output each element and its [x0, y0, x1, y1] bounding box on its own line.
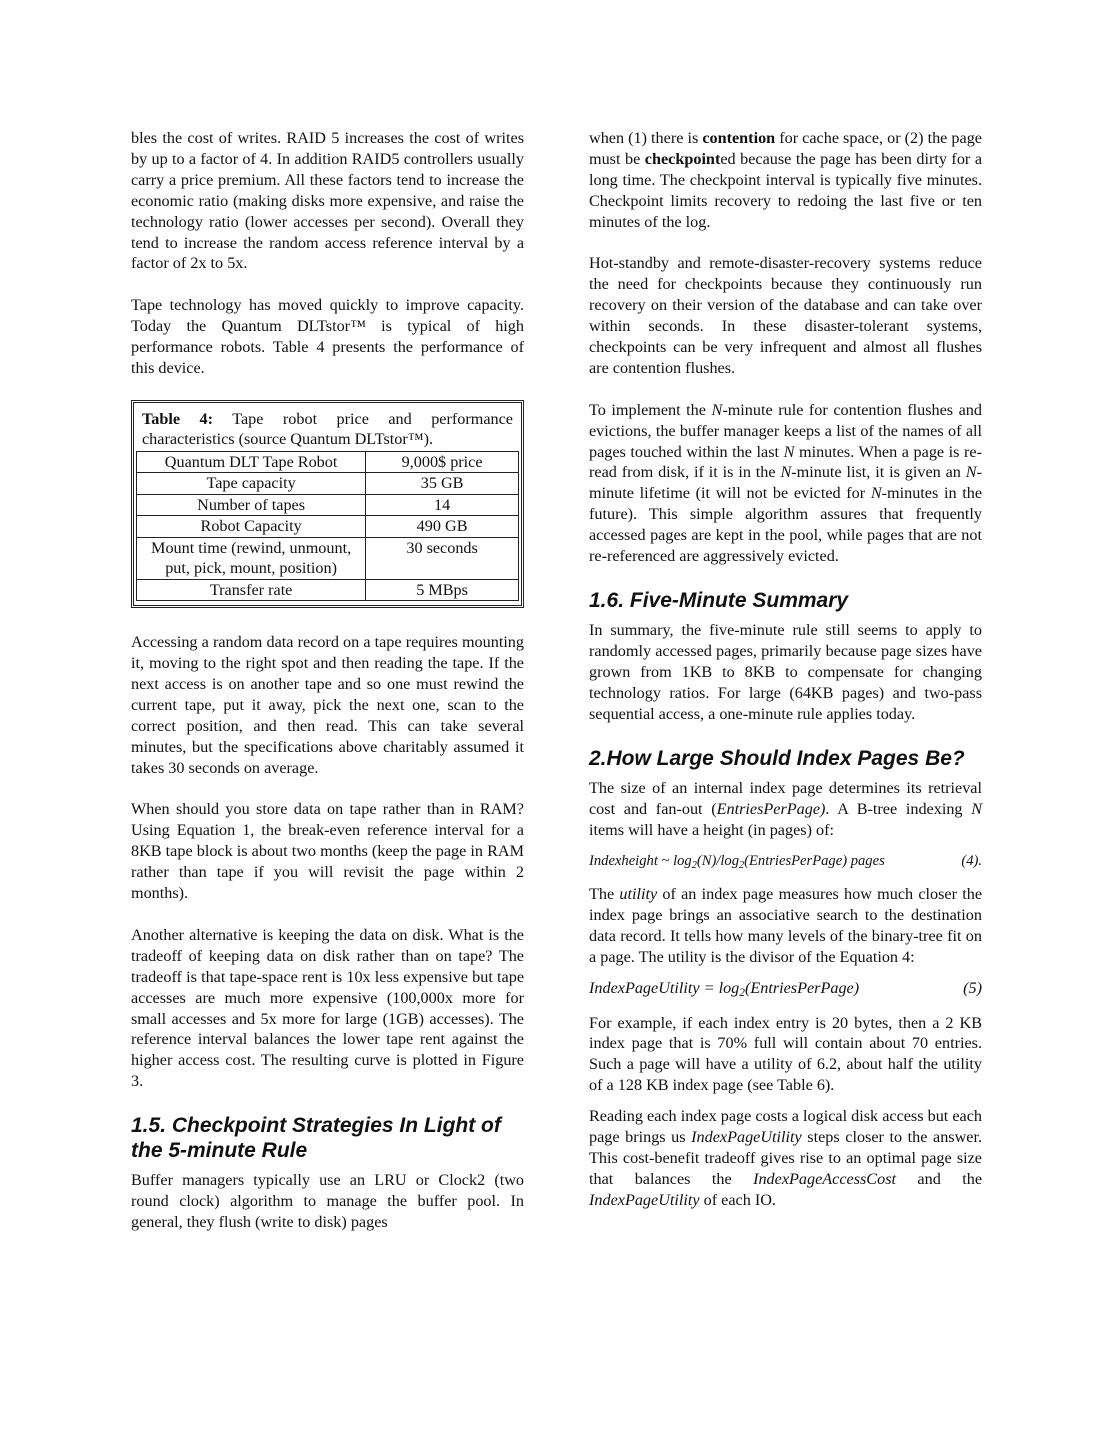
text-span: ed because the page has been dirty for a long time. The checkpoint interval is typically five minutes. Checkpoint limits recovery to redoing the last five or ten minutes of the log.	[589, 149, 982, 231]
paragraph-cost-benefit	[589, 1106, 982, 1211]
italic-term: IndexPageAccessCost	[753, 1169, 896, 1188]
equation-4-body	[589, 851, 885, 872]
paragraph-utility	[589, 884, 982, 968]
table-row	[137, 537, 519, 579]
table-cell: 5 MBps	[366, 579, 519, 601]
table-row	[137, 473, 519, 495]
text-span: minutes. When a page is re-read from disk, if it is in the	[589, 442, 982, 482]
table-4	[131, 400, 524, 609]
table-cell: 9,000$ price	[366, 451, 519, 473]
equation-5	[589, 978, 982, 999]
paragraph-tape-vs-ram: When should you store data on tape rather than in RAM? Using Equation 1, the break-even reference interval for a 8KB tape block is about two months (keep the page in RAM rather than tape if you will revisit the page within 2 months).	[131, 800, 524, 903]
paragraph-n-minute-rule	[589, 400, 982, 567]
paragraph-flush-conditions	[589, 128, 982, 233]
table-cell: Transfer rate	[137, 579, 366, 601]
table-row	[137, 579, 519, 601]
table-4-caption-text: Tape robot price and performance characteristics (source Quantum DLTstor™).	[142, 409, 513, 448]
text-span: of an index page measures how much closer the index page brings an associative search to the destination data record. It tells how many levels of the binary-tree fit on a page. The utility is the divisor of the Equation 4:	[589, 885, 983, 966]
eq-subscript: 2	[691, 860, 697, 872]
table-row	[137, 451, 519, 473]
paragraph-disk-alternative: Another alternative is keeping the data on disk. What is the tradeoff of keeping data on disk rather than on tape? The tradeoff is that tape-space rent is 10x less expensive but tape accesses are much more expensive (100,000x more for small accesses and 5x more for large (1GB) accesses). The reference interval balances the lower tape rent against the higher access cost. The resulting curve is plotted in Figure 3.	[131, 925, 524, 1091]
paragraph-raid: bles the cost of writes. RAID 5 increases the cost of writes by up to a factor of 4. In addition RAID5 controllers usually carry a price premium. All these factors tend to increase the economic ratio (making disks more expensive, and raise the technology ratio (lower accesses per second). Overall they tend to increase the random access reference interval by a factor of 2x to 5x.	[131, 129, 524, 273]
table-cell: 35 GB	[366, 473, 519, 495]
bold-term-checkpoint: checkpoint	[644, 149, 721, 168]
table-row	[137, 494, 519, 516]
paragraph-index-page-size	[589, 778, 982, 841]
equation-4-number: (4).	[961, 853, 982, 870]
italic-n: N	[780, 463, 792, 482]
table-cell: Tape capacity	[137, 473, 366, 495]
text-span: -minute rule for contention flushes and evictions, the buffer manager keeps a list of the names of all pages touched within the last	[589, 400, 982, 461]
italic-term: IndexPageUtility	[589, 1190, 700, 1209]
text-span: Reading each index page costs a logical disk access but each page brings us	[589, 1107, 982, 1147]
text-span: steps closer to the answer. This cost-benefit tradeoff gives rise to an optimal page size that balances the	[589, 1128, 983, 1188]
italic-term: EntriesPerPage)	[716, 800, 826, 819]
text-span: The size of an internal index page determines its retrieval cost and fan-out (	[589, 779, 982, 819]
eq-subscript: 2	[739, 860, 745, 872]
eq-text: (EntriesPerPage)	[744, 978, 860, 997]
left-column	[131, 128, 524, 1254]
paragraph-summary: In summary, the five-minute rule still seems to apply to randomly accessed pages, primarily because page sizes have grown from 1KB to 8KB to compensate for changing technology ratios. For large (64KB pages) and two-pass sequential access, a one-minute rule applies today.	[589, 620, 982, 723]
table-4-grid	[136, 451, 519, 602]
table-cell: Mount time (rewind, unmount, put, pick, mount, position)	[137, 537, 366, 579]
equation-5-number: (5)	[963, 978, 982, 997]
italic-n: N	[711, 400, 723, 419]
italic-n: N	[870, 484, 882, 503]
text-span: -minute lifetime (it will not be evicted for	[589, 463, 982, 503]
table-cell: 490 GB	[366, 516, 519, 538]
italic-n: N	[971, 800, 982, 819]
equation-5-body	[589, 978, 859, 999]
text-span: To implement the	[589, 400, 712, 419]
eq-text: IndexPageUtility = log	[589, 978, 740, 997]
right-column	[589, 128, 982, 1221]
italic-n: N	[783, 442, 795, 461]
bold-term-contention: contention	[702, 129, 776, 147]
equation-4	[589, 851, 982, 872]
table-cell: 14	[366, 494, 519, 516]
table-cell: Quantum DLT Tape Robot	[137, 451, 366, 473]
text-span: and the	[896, 1169, 982, 1188]
section-heading-2: 2.How Large Should Index Pages Be?	[589, 747, 965, 771]
italic-term: IndexPageUtility	[691, 1128, 802, 1147]
paragraph-tape-technology: Tape technology has moved quickly to improve capacity. Today the Quantum DLTstor™ is typical of high performance robots. Table 4 presents the performance of this device.	[131, 296, 524, 377]
table-cell: Number of tapes	[137, 494, 366, 516]
eq-text: (EntriesPerPage) pages	[744, 853, 885, 870]
text-span: of each IO.	[699, 1190, 776, 1209]
eq-text: (N)/log	[696, 853, 740, 870]
text-span: -minutes in the future). This simple algorithm assures that frequently accessed pages are kept in the pool, while pages that are not re-referenced are aggressively evicted.	[589, 484, 982, 566]
italic-term: utility	[619, 885, 658, 904]
paragraph-tape-access: Accessing a random data record on a tape requires mounting it, moving to the right spot and then reading the tape. If the next access is on another tape and so one must rewind the current tape, put it away, pick the next one, scan to the correct position, and then read. This can take several minutes, but the specifications above charitably assumed it takes 30 seconds on average.	[131, 633, 524, 777]
text-span: when (1) there is	[589, 129, 703, 147]
text-span: -minute list, it is given an	[791, 463, 966, 482]
table-row	[137, 516, 519, 538]
italic-n: N	[965, 463, 977, 482]
text-span: items will have a height (in pages) of:	[589, 821, 834, 840]
table-cell: Robot Capacity	[137, 516, 366, 538]
paragraph-example: For example, if each index entry is 20 bytes, then a 2 KB index page that is 70% full will contain about 70 entries. Such a page will have a utility of 6.2, about half the utility of a 128 KB index page (see Table 6).	[589, 1013, 982, 1095]
text-span: The	[589, 885, 620, 904]
text-span: . A B-tree indexing	[825, 800, 972, 819]
section-heading-1-6: 1.6. Five-Minute Summary	[589, 588, 849, 612]
table-4-caption	[136, 409, 519, 451]
eq-text: Indexheight ~ log	[589, 853, 692, 870]
paragraph-hot-standby: Hot-standby and remote-disaster-recovery systems reduce the need for checkpoints because they continuously run recovery on their version of the database and can take over within seconds. In these disaster-tolerant systems, checkpoints can be very infrequent and almost all flushes are contention flushes.	[589, 254, 982, 377]
section-heading-1-5: 1.5. Checkpoint Strategies In Light of the 5-minute Rule	[131, 1114, 501, 1163]
table-cell: 30 seconds	[366, 537, 519, 579]
paragraph-buffer-managers: Buffer managers typically use an LRU or Clock2 (two round clock) algorithm to manage the buffer pool. In general, they flush (write to disk) pages	[131, 1171, 524, 1231]
table-4-caption-label: Table 4:	[142, 409, 214, 428]
eq-subscript: 2	[739, 986, 745, 999]
text-span: for cache space, or (2) the page must be	[589, 129, 982, 168]
